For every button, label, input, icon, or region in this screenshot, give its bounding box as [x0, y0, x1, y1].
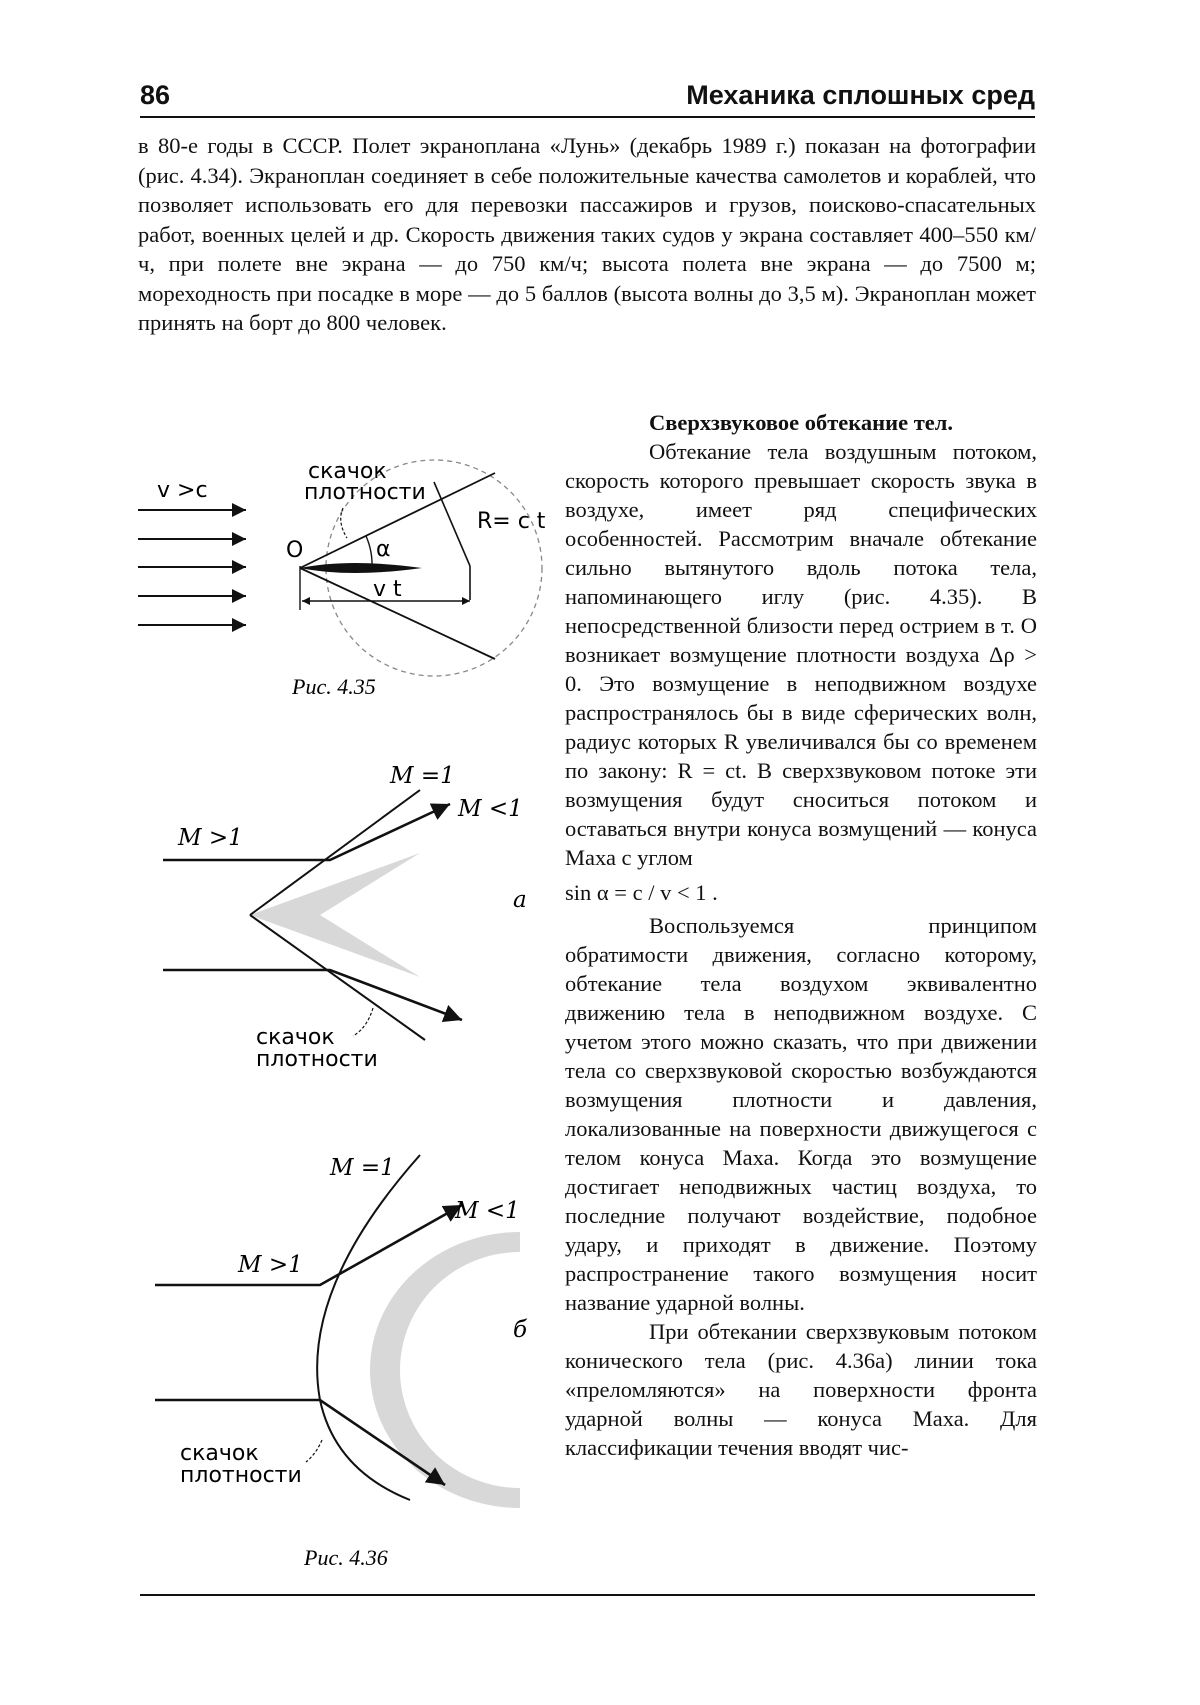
- caption-4-35: Рис. 4.35: [292, 674, 376, 699]
- figure-4-35: [138, 459, 546, 676]
- label-jump-1: скачок: [308, 459, 387, 484]
- blunt-body: [370, 1232, 520, 1508]
- label-M-eq-1-b: M =1: [330, 1155, 395, 1181]
- paragraph-2: Воспользуемся принципом обратимости движения, согласно которому, обтекание тела воздухом эквивалентно движению тела в неподвижном воздухе. С учетом этого можно сказать, что при движении тела со сверхзвуковой скоростью возбуждаются возмущения плотности и давления, локализованные на поверхности движущегося с телом конуса Маха. Когда это возмущение достигает неподвижных частиц воздуха, то последние получают воздействие, подобное удару, и приходят в движение. Поэтому распространение такого возмущения носит название ударной волны.: [565, 913, 1037, 1315]
- needle-body: [300, 563, 422, 573]
- label-vt: v t: [373, 577, 402, 602]
- caption-4-36: Рис. 4.36: [304, 1545, 388, 1570]
- mach-formula: sin α = c / v < 1 .: [565, 880, 718, 905]
- label-O: O: [286, 538, 304, 563]
- label-b: б: [513, 1317, 528, 1343]
- label-jump-a-2: плотности: [256, 1047, 378, 1072]
- label-M-eq-1: M =1: [390, 763, 455, 789]
- label-jump-b-1: скачок: [180, 1441, 259, 1466]
- label-alpha: α: [376, 537, 391, 562]
- paragraph-1: Обтекание тела воздушным потоком, скорость которого превышает скорость звука в воздухе, имеет ряд специфических особенностей. Рассмотрим вначале обтекание сильно вытянутого вдоль потока тела, напоминающего иглу (рис. 4.35). В непосредственной близости перед острием в т. O возникает возмущение плотности воздуха Δρ > 0. Это возмущение в неподвижном воздухе распространялось бы в виде сферических волн, радиус которых R увеличивался бы со временем по закону: R = ct. В сверхзвуковом потоке эти возмущения будут сноситься потоком и оставаться внутри конуса возмущений — конуса Маха с углом: [565, 439, 1037, 870]
- label-R-ct: R= c t: [477, 509, 546, 534]
- running-title: Механика сплошных сред: [686, 80, 1035, 110]
- jump-leader-b: [306, 1440, 322, 1462]
- label-jump-a-1: скачок: [256, 1025, 335, 1050]
- cone-body: [250, 853, 420, 977]
- jump-leader-a: [353, 1008, 373, 1036]
- figure-4-36a: [163, 763, 527, 1072]
- page-number: 86: [140, 80, 171, 110]
- label-jump-2: плотности: [304, 480, 426, 505]
- label-M-gt-1: M >1: [178, 825, 243, 851]
- label-jump-b-2: плотности: [180, 1463, 302, 1488]
- label-M-gt-1-b: M >1: [238, 1252, 303, 1278]
- paragraph-3: При обтекании сверхзвуковым потоком конического тела (рис. 4.36а) линии тока «преломляются» на поверхности фронта ударной волны — конуса Маха. Для классификации течения вводят чис-: [565, 1319, 1037, 1460]
- label-a: а: [513, 887, 527, 913]
- intro-paragraph: в 80-е годы в СССР. Полет экраноплана «Лунь» (декабрь 1989 г.) показан на фотографии (рис. 4.34). Экраноплан соединяет в себе положительные качества самолетов и кораблей, что позволяет использовать его для перевозки пассажиров и грузов, поисково-спасательных работ, военных целей и др. Скорость движения таких судов у экрана составляет 400–550 км/ч, при полете вне экрана — до 750 км/ч; высота полета вне экрана — до 7500 м; мореходность при посадке в море — до 5 баллов (высота волны до 3,5 м). Экраноплан может принять на борт до 800 человек.: [138, 133, 1036, 335]
- bottom-rule: [140, 1594, 1035, 1596]
- label-M-lt-1: M <1: [458, 796, 523, 822]
- label-v-gt-c: v >c: [157, 478, 208, 503]
- flow-arrows: [138, 510, 246, 625]
- figure-4-36b: [155, 1155, 528, 1508]
- section-heading: Сверхзвуковое обтекание тел.: [649, 410, 953, 435]
- label-M-lt-1-b: M <1: [455, 1198, 520, 1224]
